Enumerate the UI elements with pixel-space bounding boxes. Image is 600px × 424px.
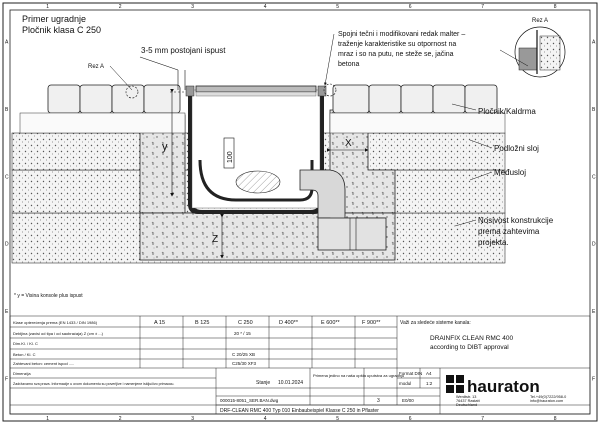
dim-y-label: y — [162, 141, 168, 153]
remark: Primena jedino na naša opšta uputstva za ugradnju — [313, 373, 405, 378]
spec-row-3: Beton / Kl. C — [13, 352, 36, 357]
grid-col-2: 2 — [118, 4, 122, 10]
contact-1: Tel.+49(0)7222/958-0 — [530, 395, 567, 399]
module-value: 1:2 — [426, 381, 433, 386]
callout-mortar — [325, 31, 465, 85]
class-c250: C 250 — [238, 320, 253, 326]
callout-subbase: Podložni sloj — [494, 144, 539, 153]
status-date: 10.01.2024 — [278, 380, 304, 386]
grid-col-4: 4 — [263, 4, 267, 10]
contact-2: info@hauraton.com — [530, 399, 564, 403]
spec-row-5: Dimenzija — [13, 371, 31, 376]
footnote: * y = Visina konsole plus ispust — [14, 293, 83, 299]
c250-value-2: C 20/25 XB — [232, 352, 256, 357]
c250-value-0: 20 * / 15 — [234, 331, 251, 336]
grid-col-4: 4 — [263, 416, 267, 422]
dim-z-label: Z — [212, 234, 219, 245]
grid-row-D: D — [5, 241, 9, 248]
module-label: modul — [399, 381, 412, 386]
address-2: 76437 Rastatt — [456, 399, 480, 403]
company-name: hauraton — [467, 377, 540, 396]
grid-col-7: 7 — [481, 416, 485, 422]
callout-gap: 3-5 mm postojani ispust — [141, 46, 226, 55]
dim-100-label: 100 — [227, 151, 234, 163]
spec-row-0: Klase opterećenja prema (EN 1433 / DIN 1986) — [13, 320, 98, 325]
c250-value-3: C25/30 XF3 — [232, 361, 257, 366]
grid-row-B: B — [592, 107, 596, 113]
class-a15: A 15 — [154, 320, 166, 326]
grid-col-5: 5 — [336, 416, 340, 422]
grid-row-A: A — [5, 39, 9, 46]
structure-line-2: prema zahtevima — [478, 227, 540, 236]
grid-col-8: 8 — [553, 416, 557, 422]
mortar-line-4: betona — [338, 61, 360, 68]
paving-left — [48, 85, 180, 113]
file-name: 000015-8051_SER.BAN.dwg — [220, 398, 279, 403]
edition: E0/00 — [402, 398, 414, 403]
grid-col-7: 7 — [481, 4, 485, 10]
callout-interlayer: Međusloj — [494, 168, 527, 177]
grid-row-F: F — [592, 376, 596, 383]
cut-left-label: Rez A — [88, 64, 105, 70]
grid-row-B: B — [5, 107, 9, 113]
grating — [196, 86, 316, 92]
address-3: Deutschland — [456, 403, 478, 407]
bedding-left — [20, 113, 185, 133]
legal-note: Zadržavamo sva prava. Informacije u ovom dokumentu su poverljive i namenjene isključivo primaocu. — [13, 382, 175, 386]
product-name: DRAINFIX CLEAN RMC 400 — [430, 335, 514, 342]
grid-col-8: 8 — [553, 4, 557, 10]
format-label: Format DIN — [399, 371, 423, 376]
grid-row-C: C — [592, 174, 596, 181]
status-label: Stanje — [256, 380, 271, 386]
dim-x-label: X — [345, 138, 352, 149]
grid-col-3: 3 — [191, 416, 195, 422]
class-d400: D 400** — [279, 320, 298, 326]
address-1: Werdtstr. 13 — [456, 395, 477, 399]
grid-row-F: F — [5, 376, 9, 383]
caption: DRF-CLEAN RMC 400 Typ 010 Einbaubeispiel Klasse C 250 in Pflaster — [220, 408, 379, 414]
grid-row-D: D — [592, 241, 596, 248]
page-number: 3 — [377, 398, 380, 404]
spec-row-labels — [13, 320, 104, 376]
c250-values — [232, 331, 257, 366]
grid-col-5: 5 — [336, 4, 340, 10]
cut-detail — [500, 18, 565, 77]
callout-paving: Pločnik/Kaldrma — [478, 107, 536, 116]
paving-right — [333, 85, 497, 113]
spec-row-2: Dim.Kl. / Kl. C — [13, 341, 38, 346]
dimension-100 — [224, 138, 234, 168]
spec-row-1: Debljina (zavisi od tipa i od saobraćaja) Z (cm ± ...) — [13, 331, 104, 336]
bedding-right — [330, 113, 505, 133]
class-e600: E 600** — [321, 320, 340, 326]
title-line-2: Pločnik klasa C 250 — [22, 25, 102, 35]
grid-row-A: A — [592, 39, 596, 46]
structure-line-3: projekta. — [478, 238, 509, 247]
grid-row-E: E — [5, 309, 9, 315]
grid-col-6: 6 — [408, 4, 412, 10]
grid-row-C: C — [5, 174, 9, 181]
mortar-line-1: Spojni tečni i modifikovani redak malter – — [338, 31, 466, 38]
structure-line-1: Nosivost konstrukcije — [478, 216, 554, 225]
grid-col-2: 2 — [118, 416, 122, 422]
grid-col-6: 6 — [408, 416, 412, 422]
spec-row-4: Zahtevani beton: cement ispod ..... — [13, 361, 75, 366]
drainage-channel — [186, 86, 326, 214]
hauraton-logo — [446, 375, 464, 393]
grid-row-E: E — [592, 309, 596, 315]
format-value: A4 — [426, 371, 432, 376]
mortar-line-3: mraz i so na putu, ne steže se, jačina — [338, 51, 454, 58]
grid-col-1: 1 — [46, 416, 50, 422]
grid-col-1: 1 — [46, 4, 50, 10]
cut-right-label: Rez A — [532, 18, 549, 24]
title-line-1: Primer ugradnje — [22, 14, 87, 24]
grid-col-3: 3 — [191, 4, 195, 10]
product-approval: according to DIBT approval — [430, 344, 509, 351]
load-classes — [154, 320, 381, 326]
class-f900: F 900** — [362, 320, 381, 326]
mortar-line-2: traženje karakteristike su otpornost na — [338, 41, 457, 48]
class-b125: B 125 — [195, 320, 210, 326]
product-label: Važi za sledeće sisteme kanala: — [400, 320, 471, 326]
